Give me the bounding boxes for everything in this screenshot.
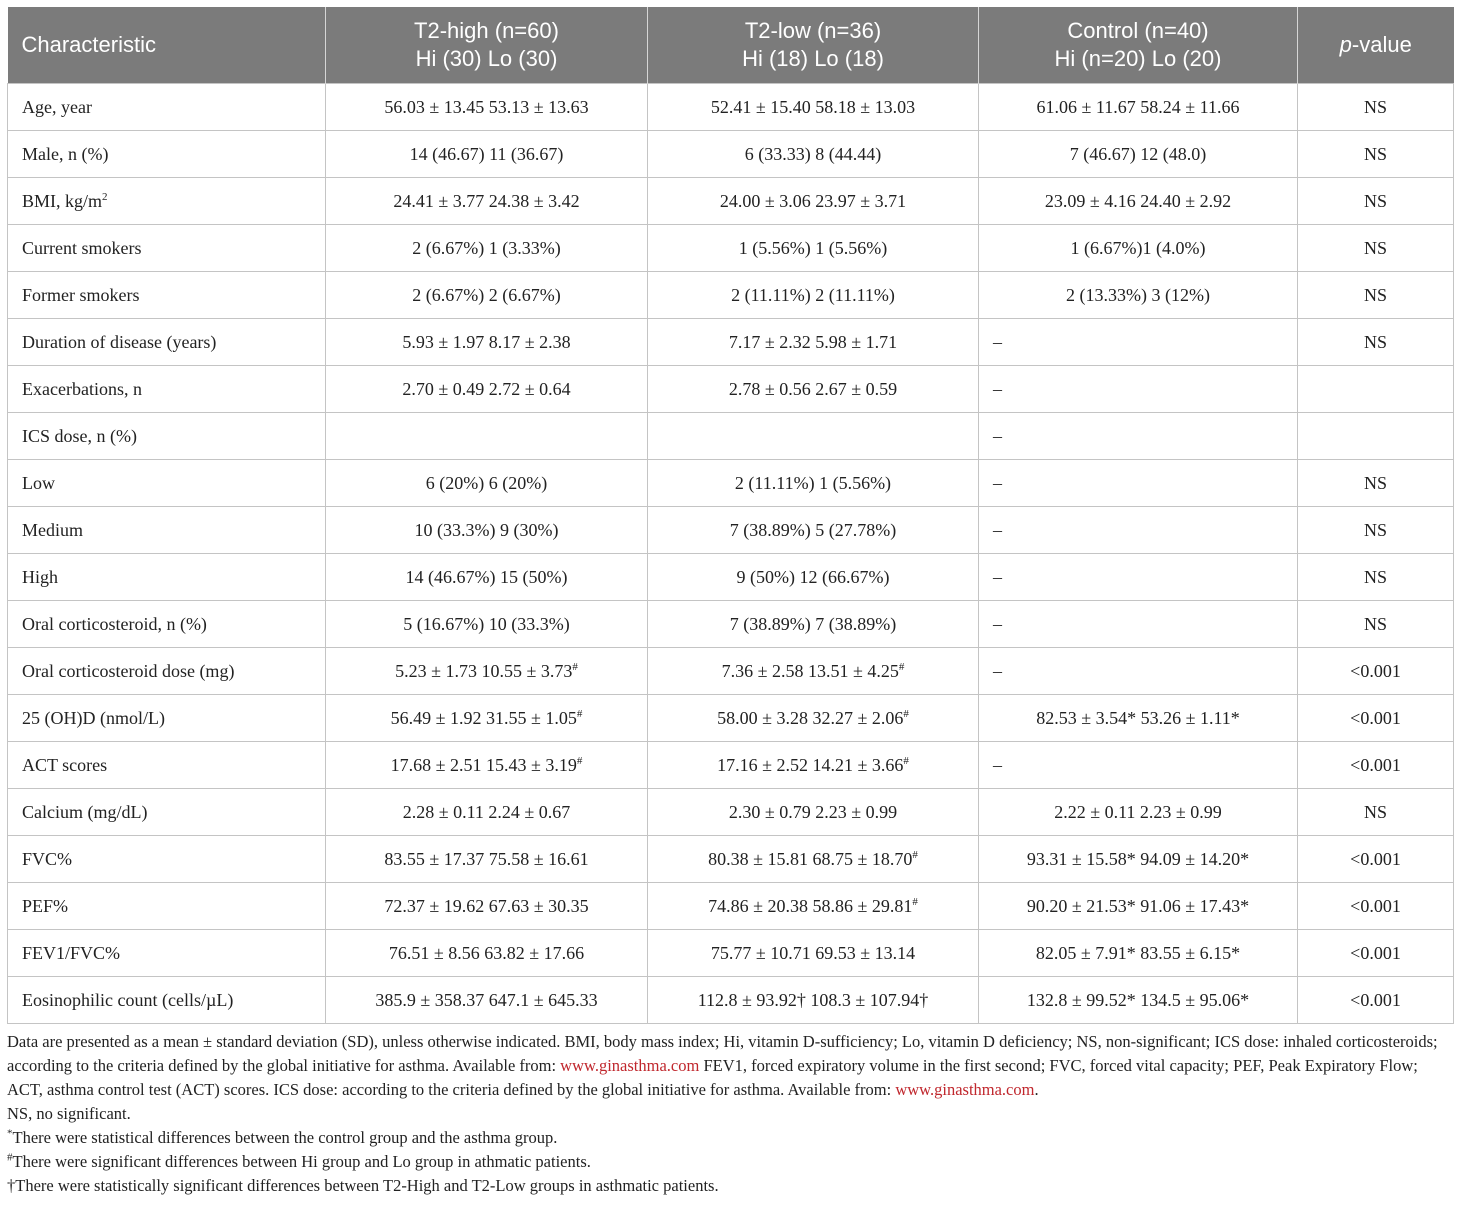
table-row <box>8 84 1454 131</box>
cell-t2low-value: 58.00 ± 3.28 32.27 ± 2.06 <box>717 707 904 728</box>
row-label <box>8 930 326 977</box>
cell-t2high <box>326 366 648 413</box>
cell-control <box>979 319 1298 366</box>
cell-control <box>979 84 1298 131</box>
table-row <box>8 930 1454 977</box>
cell-control-value: 82.53 ± 3.54* 53.26 ± 1.11* <box>1036 707 1240 728</box>
header-t2-high-line1: T2-high (n=60) <box>414 18 559 43</box>
cell-p-value: <0.001 <box>1298 977 1454 1024</box>
cell-t2low-value: 7.17 ± 2.32 5.98 ± 1.71 <box>728 331 898 352</box>
cell-t2low <box>648 84 979 131</box>
row-label <box>8 131 326 178</box>
row-label <box>8 507 326 554</box>
cell-t2high-value: 2.28 ± 0.11 2.24 ± 0.67 <box>402 801 571 822</box>
row-label-text: Oral corticosteroid, n (%) <box>22 613 207 634</box>
table-footnotes <box>7 1030 1453 1198</box>
cell-t2low-value: 9 (50%) 12 (66.67%) <box>736 566 890 587</box>
cell-p-value: NS <box>1298 319 1454 366</box>
header-control-line1: Control (n=40) <box>1067 18 1209 43</box>
cell-t2low-superscript: # <box>912 895 918 908</box>
cell-p-value: <0.001 <box>1298 883 1454 930</box>
cell-p-value: <0.001 <box>1298 836 1454 883</box>
cell-t2low-value: 7 (38.89%) 7 (38.89%) <box>729 613 897 634</box>
cell-t2low-value: 17.16 ± 2.52 14.21 ± 3.66 <box>717 754 904 775</box>
cell-p-value: <0.001 <box>1298 742 1454 789</box>
cell-control <box>979 178 1298 225</box>
footnote-main-part3: . <box>1034 1080 1039 1099</box>
table-row <box>8 507 1454 554</box>
cell-t2high <box>326 977 648 1024</box>
cell-t2high-superscript: # <box>576 754 583 767</box>
cell-p-value: NS <box>1298 272 1454 319</box>
footnote-main-part2: FEV1, forced expiratory volume in the first second; FVC, forced vital capacity; PEF, Peak Expiratory Flow; ACT, asthma control test (ACT) scores. ICS dose: according to the criteria defined by the global initiative for asthma. Available from: <box>7 1056 1418 1099</box>
header-control <box>979 7 1298 84</box>
cell-control <box>979 131 1298 178</box>
row-label-text: Former smokers <box>22 284 140 305</box>
cell-p-value: NS <box>1298 460 1454 507</box>
table-container <box>7 7 1453 1198</box>
cell-t2high-value: 385.9 ± 358.37 647.1 ± 645.33 <box>375 989 598 1010</box>
row-label-text: ICS dose, n (%) <box>22 425 137 446</box>
cell-t2low <box>648 742 979 789</box>
cell-t2low <box>648 789 979 836</box>
table-row <box>8 742 1454 789</box>
cell-control-value: 61.06 ± 11.67 58.24 ± 11.66 <box>1036 96 1240 117</box>
cell-t2low <box>648 178 979 225</box>
row-label <box>8 977 326 1024</box>
cell-t2low-superscript: # <box>903 707 909 720</box>
cell-t2high <box>326 883 648 930</box>
table-row <box>8 883 1454 930</box>
cell-p-value: <0.001 <box>1298 695 1454 742</box>
cell-p-value <box>1298 413 1454 460</box>
cell-t2high <box>326 178 648 225</box>
row-label <box>8 460 326 507</box>
cell-t2high <box>326 460 648 507</box>
cell-t2low-superscript: # <box>903 754 909 767</box>
cell-control <box>979 789 1298 836</box>
cell-t2high <box>326 930 648 977</box>
cell-control <box>979 930 1298 977</box>
footnote-star-mark: * <box>7 1127 13 1140</box>
cell-t2low-value: 24.00 ± 3.06 23.97 ± 3.71 <box>719 190 907 211</box>
cell-t2low <box>648 272 979 319</box>
table-row <box>8 601 1454 648</box>
cell-t2high-value: 2 (6.67%) 2 (6.67%) <box>412 284 561 305</box>
row-label <box>8 554 326 601</box>
table-row <box>8 460 1454 507</box>
cell-t2high-value: 24.41 ± 3.77 24.38 ± 3.42 <box>393 190 580 211</box>
table-row <box>8 225 1454 272</box>
cell-t2low-value: 52.41 ± 15.40 58.18 ± 13.03 <box>710 96 916 117</box>
cell-t2low <box>648 319 979 366</box>
row-label-text: Male, n (%) <box>22 143 109 164</box>
table-row <box>8 648 1454 695</box>
cell-control-value: – <box>993 754 1002 775</box>
cell-control-value: – <box>993 660 1002 681</box>
row-label-text: FVC% <box>22 848 73 869</box>
row-label-text: FEV1/FVC% <box>22 942 121 963</box>
cell-t2high-value: 56.49 ± 1.92 31.55 ± 1.05 <box>390 707 577 728</box>
row-label-superscript: 2 <box>102 190 108 203</box>
row-label <box>8 178 326 225</box>
row-label-text: Exacerbations, n <box>22 378 142 399</box>
header-control-line2: Hi (n=20) Lo (20) <box>1054 46 1222 71</box>
cell-control-value: 90.20 ± 21.53* 91.06 ± 17.43* <box>1026 895 1250 916</box>
cell-t2low <box>648 554 979 601</box>
cell-t2low-superscript: # <box>912 848 918 861</box>
cell-t2low-value: 2.78 ± 0.56 2.67 ± 0.59 <box>728 378 898 399</box>
row-label <box>8 789 326 836</box>
cell-p-value <box>1298 366 1454 413</box>
cell-p-value: NS <box>1298 225 1454 272</box>
cell-t2high <box>326 507 648 554</box>
cell-p-value: NS <box>1298 131 1454 178</box>
cell-t2high <box>326 319 648 366</box>
table-row <box>8 319 1454 366</box>
cell-t2low <box>648 366 979 413</box>
cell-t2high-value: 17.68 ± 2.51 15.43 ± 3.19 <box>390 754 577 775</box>
cell-t2high <box>326 789 648 836</box>
cell-t2high <box>326 131 648 178</box>
header-p-value <box>1298 7 1454 84</box>
cell-control-value: – <box>993 519 1002 540</box>
header-t2-high <box>326 7 648 84</box>
row-label-text: Current smokers <box>22 237 142 258</box>
cell-t2low <box>648 225 979 272</box>
cell-t2high-value: 83.55 ± 17.37 75.58 ± 16.61 <box>384 848 589 869</box>
cell-t2high <box>326 648 648 695</box>
cell-control-value: – <box>993 566 1002 587</box>
cell-t2high <box>326 695 648 742</box>
cell-t2low-value: 112.8 ± 93.92† 108.3 ± 107.94† <box>697 989 929 1010</box>
footnote-hash-text: There were significant differences between Hi group and Lo group in athmatic patients. <box>12 1152 591 1171</box>
cell-t2high <box>326 554 648 601</box>
cell-t2high-value: 72.37 ± 19.62 67.63 ± 30.35 <box>384 895 589 916</box>
row-label-text: BMI, kg/m <box>22 190 103 211</box>
row-label-text: Low <box>22 472 55 493</box>
cell-t2high <box>326 836 648 883</box>
cell-control-value: – <box>993 331 1002 352</box>
cell-t2low-value: 75.77 ± 10.71 69.53 ± 13.14 <box>710 942 916 963</box>
cell-control <box>979 883 1298 930</box>
cell-t2low-value: 2 (11.11%) 1 (5.56%) <box>734 472 892 493</box>
cell-p-value: NS <box>1298 178 1454 225</box>
header-p-italic: p <box>1339 32 1352 57</box>
cell-t2high <box>326 601 648 648</box>
cell-t2high-value: 56.03 ± 13.45 53.13 ± 13.63 <box>384 96 589 117</box>
header-t2-high-line2: Hi (30) Lo (30) <box>415 46 558 71</box>
cell-t2high-value: 2 (6.67%) 1 (3.33%) <box>412 237 561 258</box>
row-label-text: PEF% <box>22 895 69 916</box>
row-label <box>8 883 326 930</box>
cell-t2high-value: 14 (46.67%) 15 (50%) <box>405 566 568 587</box>
cell-t2high-superscript: # <box>572 660 578 673</box>
cell-t2high-value: 76.51 ± 8.56 63.82 ± 17.66 <box>388 942 585 963</box>
cell-control-value: 7 (46.67) 12 (48.0) <box>1069 143 1207 164</box>
cell-t2low-value: 2.30 ± 0.79 2.23 ± 0.99 <box>728 801 898 822</box>
header-t2-low <box>648 7 979 84</box>
footnote-main-part1: Data are presented as a mean ± standard deviation (SD), unless otherwise indicated. BMI, body mass index; Hi, vitamin D-sufficiency; Lo, vitamin D deficiency; NS, non-significant; ICS dose: inhaled corticosteroids; according to the criteria defined by the global initiative for asthma. Available from: <box>7 1032 1438 1075</box>
row-label-text: Oral corticosteroid dose (mg) <box>22 660 235 681</box>
footnote-dagger: †There were statistically significant differences between T2-High and T2-Low groups in asthmatic patients. <box>7 1176 719 1195</box>
footnote-main <box>7 1030 1453 1102</box>
row-label <box>8 366 326 413</box>
cell-t2low <box>648 460 979 507</box>
cell-t2low-value: 80.38 ± 15.81 68.75 ± 18.70 <box>708 848 913 869</box>
cell-control <box>979 225 1298 272</box>
row-label-text: High <box>22 566 58 587</box>
cell-t2high-value: 5.23 ± 1.73 10.55 ± 3.73 <box>395 660 573 681</box>
header-t2-low-line1: T2-low (n=36) <box>744 18 882 43</box>
cell-t2low-superscript: # <box>898 660 905 673</box>
cell-t2low-value: 1 (5.56%) 1 (5.56%) <box>738 237 888 258</box>
row-label-text: Eosinophilic count (cells/µL) <box>22 989 234 1010</box>
cell-p-value: NS <box>1298 84 1454 131</box>
footnote-star-text: There were statistical differences between the control group and the asthma group. <box>12 1128 558 1147</box>
cell-t2low-value: 6 (33.33) 8 (44.44) <box>744 143 882 164</box>
cell-t2high-value: 6 (20%) 6 (20%) <box>425 472 548 493</box>
cell-p-value: <0.001 <box>1298 930 1454 977</box>
cell-t2low <box>648 413 979 460</box>
row-label-text: Medium <box>22 519 83 540</box>
table-row <box>8 836 1454 883</box>
cell-control <box>979 648 1298 695</box>
cell-control <box>979 601 1298 648</box>
footnote-ns: NS, no significant. <box>7 1104 131 1123</box>
cell-t2high <box>326 413 648 460</box>
row-label <box>8 413 326 460</box>
row-label-text: 25 (OH)D (nmol/L) <box>22 707 165 728</box>
cell-p-value: NS <box>1298 601 1454 648</box>
ginasthma-link-1[interactable]: www.ginasthma.com <box>560 1056 700 1075</box>
cell-control <box>979 366 1298 413</box>
cell-control <box>979 413 1298 460</box>
cell-control-value: 132.8 ± 99.52* 134.5 ± 95.06* <box>1026 989 1250 1010</box>
table-row <box>8 178 1454 225</box>
cell-control-value: – <box>993 425 1002 446</box>
cell-t2high-value: 5 (16.67%) 10 (33.3%) <box>403 613 570 634</box>
cell-control-value: – <box>993 472 1002 493</box>
table-row <box>8 131 1454 178</box>
cell-t2high <box>326 272 648 319</box>
cell-control-value: 2 (13.33%) 3 (12%) <box>1066 284 1210 305</box>
header-characteristic: Characteristic <box>8 7 326 84</box>
cell-t2low <box>648 695 979 742</box>
table-row <box>8 272 1454 319</box>
cell-t2low <box>648 507 979 554</box>
row-label-text: Duration of disease (years) <box>22 331 217 352</box>
footnote-star <box>7 1126 1453 1150</box>
cell-control <box>979 977 1298 1024</box>
cell-t2low <box>648 601 979 648</box>
cell-t2low-value: 7.36 ± 2.58 13.51 ± 4.25 <box>721 660 899 681</box>
cell-t2high-value: 10 (33.3%) 9 (30%) <box>414 519 559 540</box>
table-body <box>8 84 1454 1024</box>
cell-t2high-value: 14 (46.67) 11 (36.67) <box>409 143 564 164</box>
cell-t2low-value: 2 (11.11%) 2 (11.11%) <box>731 284 895 305</box>
cell-t2low <box>648 836 979 883</box>
footnote-hash <box>7 1150 1453 1174</box>
cell-control-value: – <box>993 378 1002 399</box>
cell-t2low <box>648 131 979 178</box>
ginasthma-link-2[interactable]: www.ginasthma.com <box>895 1080 1035 1099</box>
cell-t2high <box>326 225 648 272</box>
cell-t2low <box>648 648 979 695</box>
cell-control <box>979 272 1298 319</box>
row-label <box>8 695 326 742</box>
cell-t2low <box>648 883 979 930</box>
row-label <box>8 836 326 883</box>
cell-control-value: 1 (6.67%)1 (4.0%) <box>1070 237 1206 258</box>
row-label-text: ACT scores <box>22 754 108 775</box>
cell-t2high-value: 5.93 ± 1.97 8.17 ± 2.38 <box>402 331 571 352</box>
row-label <box>8 319 326 366</box>
cell-control-value: – <box>993 613 1002 634</box>
cell-control <box>979 836 1298 883</box>
table-row <box>8 366 1454 413</box>
row-label <box>8 272 326 319</box>
cell-control <box>979 460 1298 507</box>
cell-t2high <box>326 742 648 789</box>
cell-t2low <box>648 930 979 977</box>
header-p-suffix: -value <box>1351 32 1412 57</box>
cell-p-value: NS <box>1298 789 1454 836</box>
row-label-text: Calcium (mg/dL) <box>22 801 148 822</box>
row-label <box>8 84 326 131</box>
cell-p-value: <0.001 <box>1298 648 1454 695</box>
cell-control-value: 23.09 ± 4.16 24.40 ± 2.92 <box>1044 190 1232 211</box>
cell-control <box>979 507 1298 554</box>
cell-p-value: NS <box>1298 507 1454 554</box>
footnote-hash-mark: # <box>7 1151 13 1164</box>
row-label <box>8 601 326 648</box>
cell-t2high <box>326 84 648 131</box>
cell-control-value: 93.31 ± 15.58* 94.09 ± 14.20* <box>1026 848 1250 869</box>
row-label <box>8 225 326 272</box>
cell-control <box>979 742 1298 789</box>
cell-t2high-superscript: # <box>576 707 583 720</box>
header-row <box>8 7 1454 84</box>
cell-t2low <box>648 977 979 1024</box>
characteristics-table <box>7 7 1454 1024</box>
header-t2-low-line2: Hi (18) Lo (18) <box>742 46 884 71</box>
cell-p-value: NS <box>1298 554 1454 601</box>
cell-t2low-value: 74.86 ± 20.38 58.86 ± 29.81 <box>708 895 913 916</box>
row-label-text: Age, year <box>22 96 92 117</box>
cell-control <box>979 554 1298 601</box>
row-label <box>8 742 326 789</box>
table-row <box>8 695 1454 742</box>
table-row <box>8 413 1454 460</box>
table-row <box>8 554 1454 601</box>
table-row <box>8 789 1454 836</box>
table-row <box>8 977 1454 1024</box>
cell-control <box>979 695 1298 742</box>
cell-control-value: 82.05 ± 7.91* 83.55 ± 6.15* <box>1035 942 1241 963</box>
cell-t2low-value: 7 (38.89%) 5 (27.78%) <box>729 519 897 540</box>
cell-control-value: 2.22 ± 0.11 2.23 ± 0.99 <box>1054 801 1222 822</box>
cell-t2high-value: 2.70 ± 0.49 2.72 ± 0.64 <box>402 378 571 399</box>
row-label <box>8 648 326 695</box>
